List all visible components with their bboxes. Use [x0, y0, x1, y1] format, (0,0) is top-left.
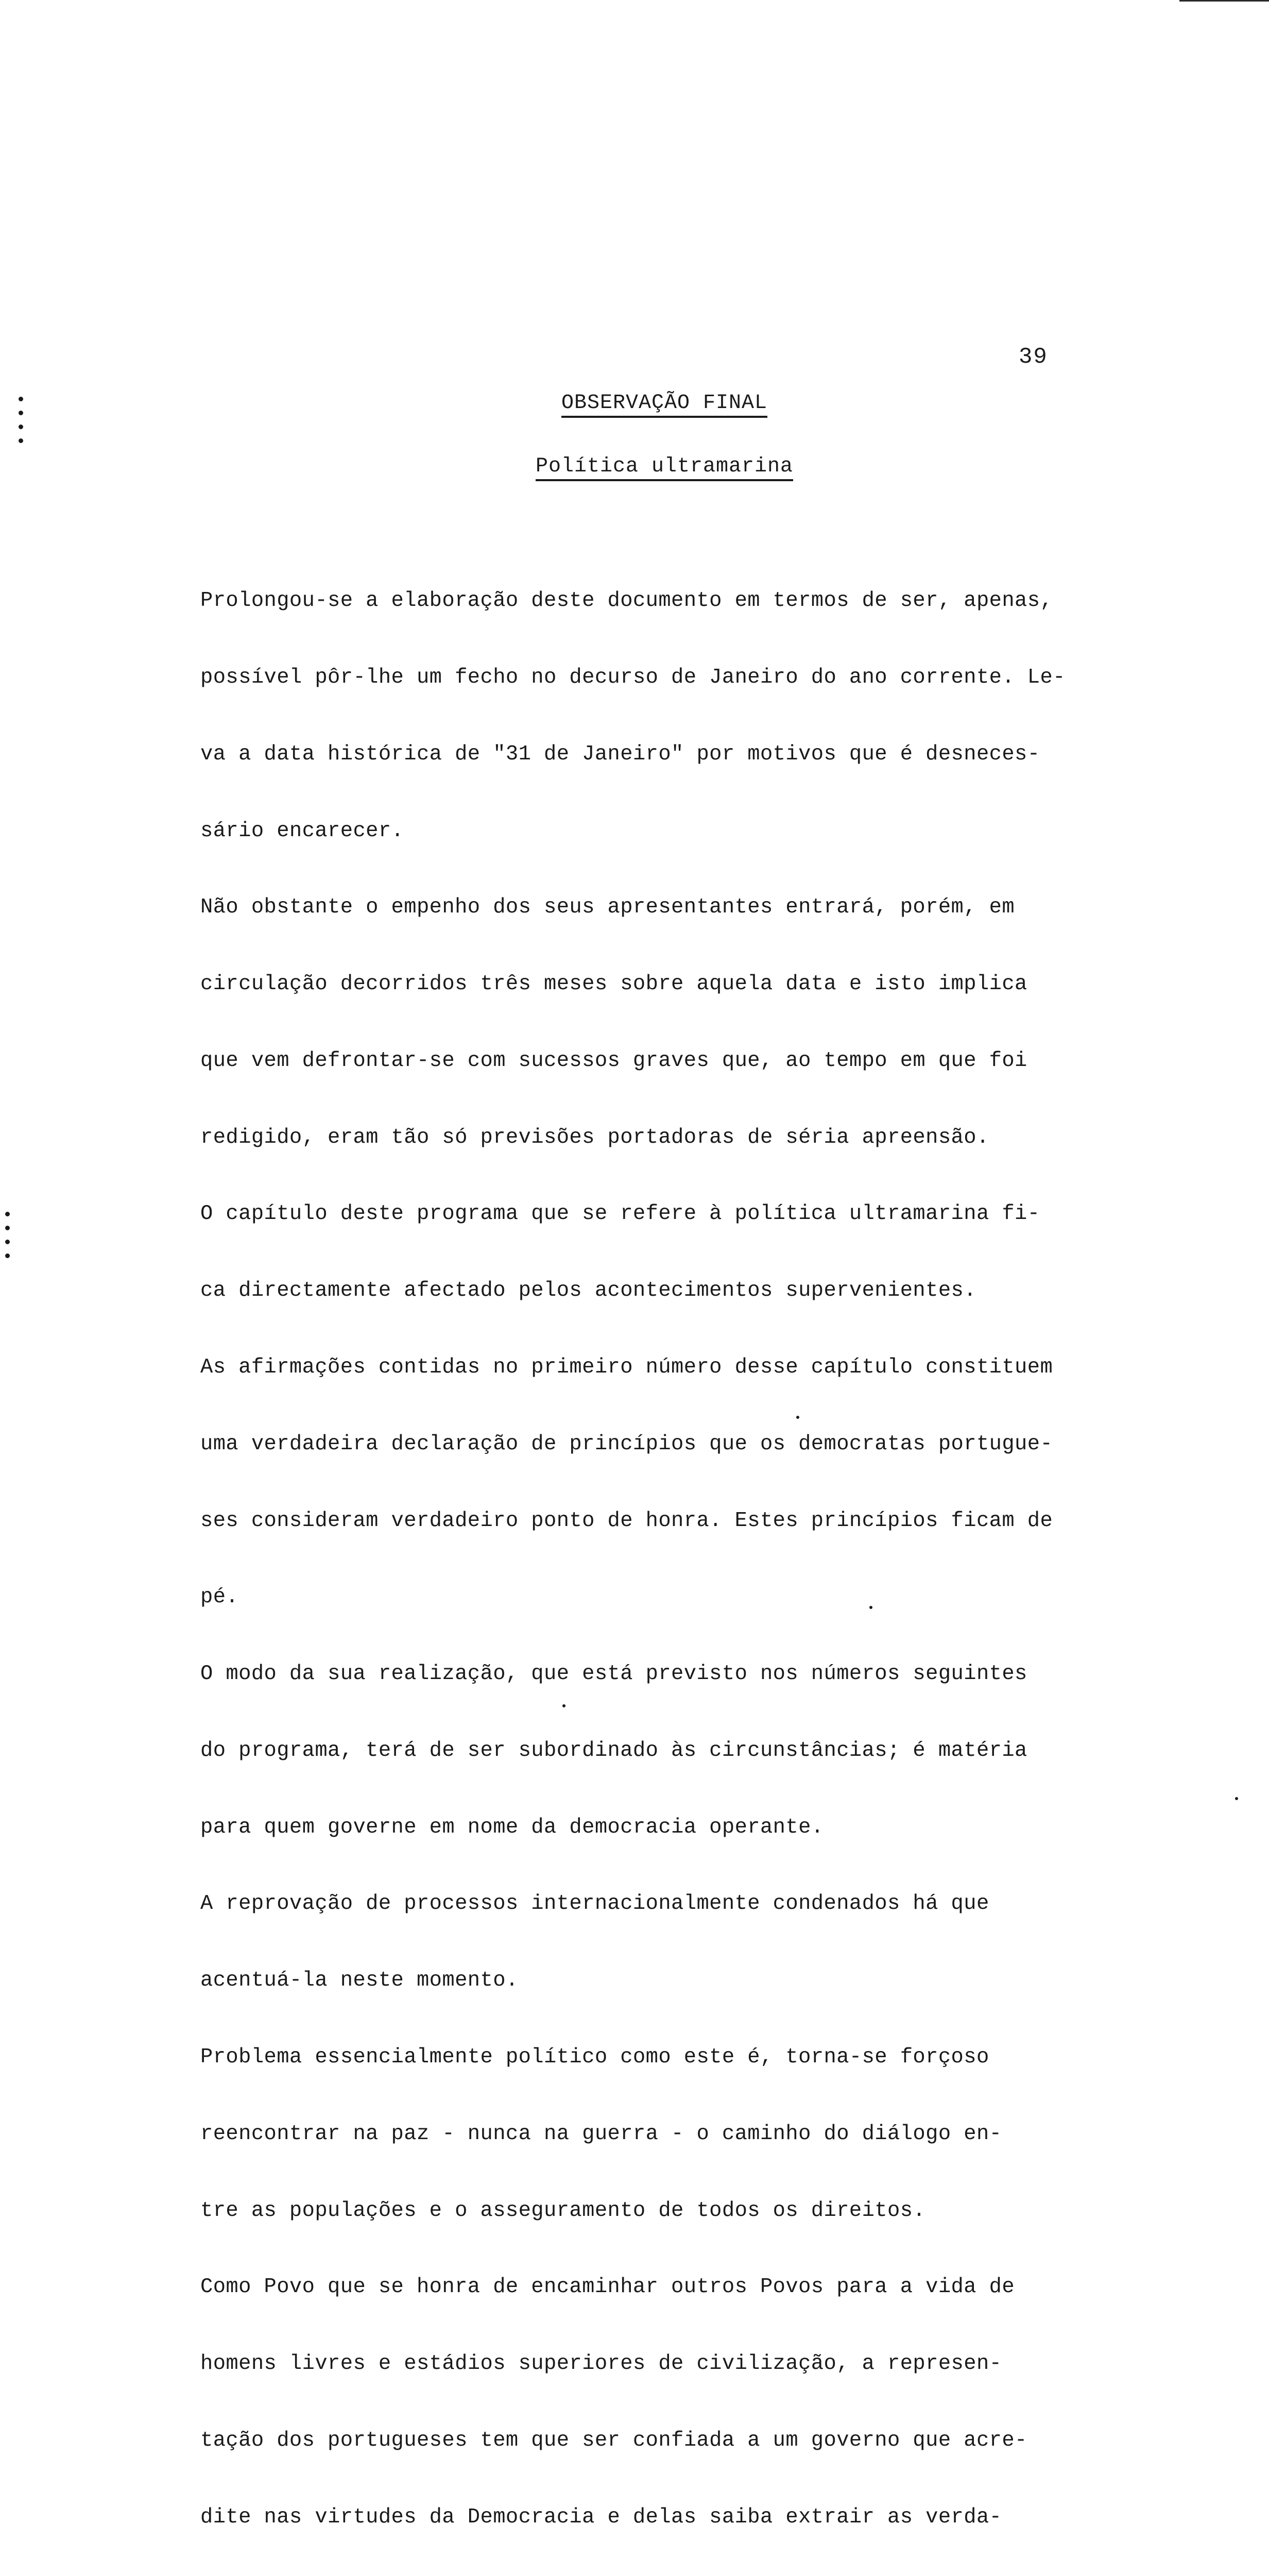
- text-line: ca directamente afectado pelos acontecimentos supervenientes.: [200, 1279, 976, 1303]
- text-line: Como Povo que se honra de encaminhar outros Povos para a vida de: [200, 2275, 1015, 2299]
- text-line: ses consideram verdadeiro ponto de honra. Estes princípios ficam de: [200, 1509, 1053, 1533]
- binding-mark: [19, 438, 23, 443]
- binding-mark: [19, 411, 23, 415]
- scan-speck: [869, 1606, 872, 1609]
- text-line: O capítulo deste programa que se refere à política ultramarina fi-: [200, 1202, 1040, 1226]
- text-line: acentuá-la neste momento.: [200, 1969, 519, 1993]
- section-heading: [30, 392, 1269, 415]
- section-subheading: [30, 455, 1269, 478]
- body-paragraphs: [200, 537, 1127, 2576]
- text-line: reencontrar na paz - nunca na guerra - o caminho do diálogo en-: [200, 2122, 1002, 2146]
- text-line: do programa, terá de ser subordinado às circunstâncias; é matéria: [200, 1738, 1027, 1762]
- binding-mark: [19, 425, 23, 429]
- text-line: circulação decorridos três meses sobre aquela data e isto implica: [200, 972, 1027, 996]
- text-line: possível pôr-lhe um fecho no decurso de Janeiro do ano corrente. Le-: [200, 665, 1066, 689]
- text-line: para quem governe em nome da democracia operante.: [200, 1815, 824, 1839]
- page-number: 39: [1019, 344, 1048, 370]
- top-edge-rule: [1179, 0, 1269, 2]
- binding-hole-marks-top: [19, 397, 29, 452]
- binding-hole-marks-bottom: [5, 1212, 15, 1267]
- section-subheading-text: Política ultramarina: [536, 455, 793, 481]
- binding-mark: [5, 1212, 10, 1216]
- text-line: uma verdadeira declaração de princípios que os democratas portugue-: [200, 1432, 1053, 1456]
- text-line: A reprovação de processos internacionalmente condenados há que: [200, 1892, 989, 1916]
- text-line: dite nas virtudes da Democracia e delas saiba extrair as verda-: [200, 2505, 1002, 2529]
- text-line: que vem defrontar-se com sucessos graves que, ao tempo em que foi: [200, 1048, 1027, 1073]
- scan-speck: [796, 1416, 799, 1419]
- text-line: pé.: [200, 1585, 239, 1609]
- section-heading-text: OBSERVAÇÃO FINAL: [561, 392, 767, 418]
- text-line: Problema essencialmente político como este é, torna-se forçoso: [200, 2045, 989, 2070]
- binding-mark: [5, 1253, 10, 1258]
- text-line: Não obstante o empenho dos seus apresentantes entrará, porém, em: [200, 895, 1015, 920]
- text-line: homens livres e estádios superiores de civilização, a represen-: [200, 2352, 1002, 2376]
- text-line: O modo da sua realização, que está previsto nos números seguintes: [200, 1662, 1027, 1686]
- text-line: Prolongou-se a elaboração deste documento em termos de ser, apenas,: [200, 589, 1053, 613]
- text-line: va a data histórica de "31 de Janeiro" por motivos que é desneces-: [200, 742, 1040, 766]
- binding-mark: [5, 1240, 10, 1244]
- text-line: tação dos portugueses tem que ser confiada a um governo que acre-: [200, 2428, 1027, 2452]
- text-line: redigido, eram tão só previsões portadoras de séria apreensão.: [200, 1125, 989, 1149]
- text-line: sário encarecer.: [200, 819, 404, 843]
- text-line: tre as populações e o asseguramento de todos os direitos.: [200, 2198, 926, 2223]
- binding-mark: [19, 397, 23, 401]
- scan-speck: [1235, 1797, 1238, 1800]
- text-line: As afirmações contidas no primeiro número desse capítulo constituem: [200, 1355, 1053, 1379]
- scan-speck: [562, 1704, 565, 1707]
- binding-mark: [5, 1226, 10, 1230]
